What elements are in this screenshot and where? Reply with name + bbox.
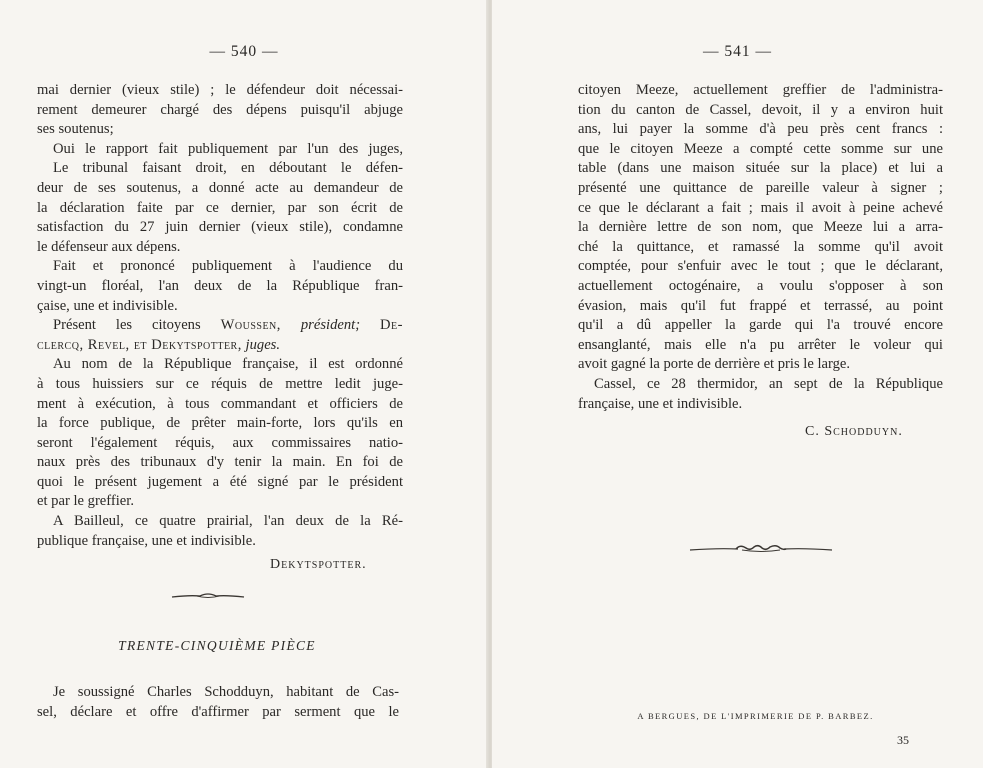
text-line: quoi le présent jugement a été signé par le président [37, 473, 403, 490]
text-line: mai dernier (vieux stile) ; le défendeur doit nécessai- [37, 82, 403, 98]
text-line: rement demeurer chargé des dépens puisqu'il abjuge [37, 101, 403, 118]
text-line: Je soussigné Charles Schodduyn, habitant de Cas- [53, 684, 399, 700]
text-line: Le tribunal faisant droit, en déboutant le défen- [53, 160, 403, 177]
judge-name-declercq: De- [380, 317, 404, 334]
printer-imprint: A BERGUES, DE L'IMPRIMERIE DE P. BARBEZ. [637, 711, 874, 721]
page-number-left: — 540 — [209, 43, 279, 60]
text-line: ensanglanté, mais elle n'a pu arrêter le voleur qui [578, 336, 943, 353]
text-line: deur de ses soutenus, a donné acte au demandeur de [37, 179, 403, 196]
judge-name-woussen: Woussen, [220, 317, 281, 334]
text-line: seront l'également réquis, aux commissaires natio- [37, 434, 403, 451]
text-line: la déclaration faite par ce dernier, par son écrit de [37, 199, 403, 216]
text-fragment: président; [300, 317, 361, 334]
text-line: ché la quittance, et ramassé la somme qu'il avoit [578, 238, 943, 255]
text-line: Fait et prononcé publiquement à l'audience du [53, 258, 403, 275]
text-line: le défenseur aux dépens. [37, 238, 181, 255]
text-line: et par le greffier. [37, 493, 134, 510]
text-line: sel, déclare et offre d'affirmer par serment que le [37, 703, 399, 720]
section-heading: TRENTE-CINQUIÈME PIÈCE [118, 638, 316, 653]
right-page [492, 0, 983, 768]
text-line: la dernière lettre de son nom, que Meeze lui a arra- [578, 219, 943, 236]
text-line: naux près des tribunaux d'y tenir la main. En foi de [37, 454, 403, 471]
text-line: table (dans une maison située sur la place) et lui a [578, 160, 943, 177]
judges-names: clercq, Revel, et Dekytspotter, [37, 336, 242, 353]
right-body-text [578, 81, 943, 414]
text-line: comptée, pour s'enfuir avec le tout ; que le déclarant, [578, 258, 943, 275]
signature-dekytspotter: Dekytspotter. [270, 557, 367, 572]
text-line: à tous huissiers sur ce réquis de mettre ledit juge- [37, 375, 403, 392]
text-line: présenté une quittance de pareille valeur à signer ; [578, 179, 943, 196]
text-line: ment à exécution, à tous commandant et officiers de [37, 395, 403, 412]
left-page [0, 0, 488, 768]
ornament-divider-icon [688, 541, 834, 555]
text-fragment: juges. [245, 336, 281, 353]
text-line [37, 336, 403, 356]
text-line: que le citoyen Meeze a compté cette somme sur une [578, 140, 943, 157]
text-line: Au nom de la République française, il est ordonné [53, 356, 403, 373]
text-line: française, une et indivisible. [578, 395, 743, 412]
text-fragment: Présent les citoyens [53, 317, 201, 334]
signature-mark-number: 35 [897, 733, 909, 747]
text-line: citoyen Meeze, actuellement greffier de l'administra- [578, 82, 943, 98]
text-line: A Bailleul, ce quatre prairial, l'an deux de la Ré- [53, 513, 403, 530]
text-line: qu'il a dû appeller la garde qui l'a trouvé encore [578, 317, 943, 334]
text-line: tion du canton de Cassel, devoit, il y a environ huit [578, 101, 943, 118]
page-number-right: — 541 — [703, 43, 772, 60]
text-line: vingt-un floréal, l'an deux de la République fran- [37, 277, 403, 294]
text-line: ans, lui payer la somme d'à peu près cent francs : [578, 121, 943, 138]
left-body-text [37, 81, 403, 551]
text-line: évasion, mais qu'il fut frappé et terrassé, au point [578, 297, 943, 314]
text-line: la force publique, de prêter main-forte, lors qu'ils en [37, 415, 403, 432]
text-line: Oui le rapport fait publiquement par l'un des juges, [53, 140, 403, 157]
text-line: actuellement octogénaire, a voulu s'opposer à son [578, 277, 943, 294]
ornament-divider-icon [170, 590, 246, 602]
text-line: ses soutenus; [37, 121, 114, 138]
signature-schodduyn: C. Schodduyn. [805, 424, 903, 439]
text-line: satisfaction du 27 juin dernier (vieux stile), condamne [37, 219, 403, 236]
left-closing-text [37, 683, 399, 722]
text-line: çaise, une et indivisible. [37, 297, 178, 314]
text-line: ce que le déclarant a fait ; mais il avoit à peine achevé [578, 199, 943, 216]
text-line: Cassel, ce 28 thermidor, an sept de la République [594, 375, 943, 392]
text-line: avoit gagné la porte de derrière et pris le large. [578, 356, 851, 373]
text-line [37, 316, 403, 336]
text-line: publique française, une et indivisible. [37, 532, 256, 549]
